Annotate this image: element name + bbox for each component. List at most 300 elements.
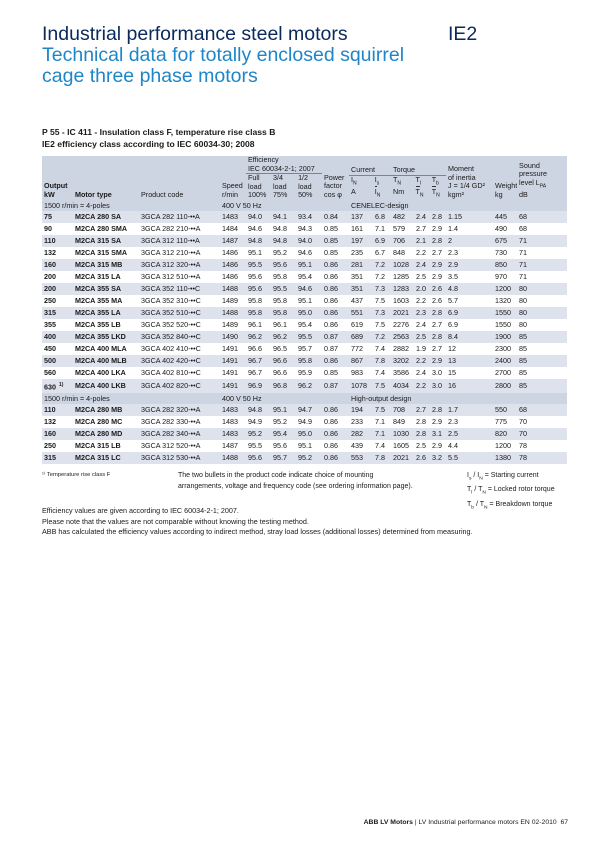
table-cell: M2CA 315 LA [75, 271, 121, 281]
table-cell: 0.86 [324, 441, 339, 451]
table-cell: 7.3 [373, 307, 391, 319]
table-cell: 1487 [222, 441, 238, 451]
section-voltage: 400 V 50 Hz [220, 200, 349, 211]
table-cell: 2400 [493, 355, 517, 367]
table-cell: 3.5 [448, 271, 459, 281]
section-voltage: 400 V 50 Hz [220, 393, 349, 404]
table-cell: 0.86 [324, 417, 339, 427]
table-cell: 96.1 [273, 319, 287, 329]
table-cell: 96.6 [271, 355, 296, 367]
table-cell: 95.8 [273, 295, 287, 305]
table-cell: 95.2 [296, 452, 322, 464]
col-weight: Weight kg [493, 156, 517, 200]
footnote-marker: 1) [59, 381, 64, 388]
table-cell: 2800 [493, 379, 517, 393]
high-output-rows [42, 404, 567, 464]
section-row-high-output [42, 393, 567, 404]
table-row [42, 379, 567, 393]
table-cell: 1.4 [448, 223, 459, 233]
table-cell: 550 [493, 404, 517, 416]
table-cell: 551 [349, 307, 373, 319]
table-cell: 2.7 [432, 247, 443, 257]
table-cell: 0.85 [324, 223, 339, 233]
table-cell: 94.6 [298, 247, 312, 257]
table-cell: 0.85 [324, 367, 339, 377]
table-cell: 0.86 [322, 428, 349, 440]
table-cell: 2.3 [448, 417, 459, 427]
col-torque-group: Torque $T_N$ Nm $T_l$ $T_N$ $T_b$ $T_N$ [391, 156, 446, 200]
table-cell: 15 [448, 367, 457, 377]
table-cell: 95.2 [246, 428, 271, 440]
table-cell: 200 [44, 271, 56, 281]
spec-line-1: P 55 - IC 411 - Insulation class F, temperature rise class B [42, 127, 276, 137]
note-line-3: ABB has calculated the efficiency values according to indirect method, stray load losses (additional losses) determined from measuring. [42, 527, 473, 536]
table-cell: 250 [44, 295, 56, 305]
note-line-2: Please note that the values are not comparable without knowing the testing method. [42, 516, 309, 526]
footnote-temp: ¹⁾ Temperature rise class F [42, 472, 111, 478]
table-cell: 2.5 [446, 428, 493, 440]
table-cell: 96.2 [246, 331, 271, 343]
table-cell: 3GCA 312 510-••A [141, 271, 201, 281]
table-cell: 6.7 [375, 247, 386, 257]
table-cell: 96.7 [248, 367, 262, 377]
table-cell: 2.3 [448, 247, 459, 257]
table-cell: 5.7 [448, 295, 459, 305]
table-cell: 437 [351, 295, 364, 305]
table-cell: 71 [517, 259, 567, 271]
table-cell: 95.5 [246, 259, 271, 271]
table-cell: 1491 [220, 379, 246, 393]
table-cell: 78 [519, 441, 528, 451]
table-header-row [42, 156, 567, 200]
table-cell: 95.4 [298, 271, 312, 281]
table-cell: 3GCA 352 510-••C [139, 307, 220, 319]
table-cell: M2CA 280 MC [75, 417, 123, 427]
table-cell: 500 [42, 355, 73, 367]
table-cell: 96.2 [271, 331, 296, 343]
table-cell: 0.86 [324, 319, 339, 329]
table-cell: 6.8 [373, 211, 391, 223]
table-cell: 94.8 [246, 404, 271, 416]
table-cell: 282 [349, 428, 373, 440]
table-cell: 3GCA 352 520-••C [141, 319, 201, 329]
table-cell: 1285 [393, 271, 410, 281]
table-cell: 315 [42, 307, 73, 319]
table-cell: 2.4 [414, 259, 430, 271]
table-cell: 2.8 [430, 331, 446, 343]
table-cell: 235 [351, 247, 364, 257]
table-cell: 95.6 [246, 452, 271, 464]
table-cell: 68 [517, 404, 567, 416]
table-cell: 96.6 [273, 367, 287, 377]
col-product-code: Product code [139, 156, 220, 200]
section-design: CENELEC-design [349, 200, 567, 211]
table-cell: 1491 [222, 367, 238, 377]
table-cell: 94.0 [246, 211, 271, 223]
table-cell: 94.8 [246, 235, 271, 247]
table-cell: 2.9 [430, 355, 446, 367]
table-cell: 95.8 [248, 295, 262, 305]
table-cell: 867 [349, 355, 373, 367]
col-motor-type: Motor type [73, 156, 139, 200]
table-cell: 85 [519, 367, 528, 377]
table-cell: 689 [349, 331, 373, 343]
table-cell: 7.2 [375, 271, 386, 281]
col-efficiency-group: Efficiency IEC 60034-2-1; 2007 Full load 100% 3/4 load 75% 1/2 load 50% [246, 156, 322, 200]
table-cell: 1489 [222, 319, 238, 329]
table-row [42, 307, 567, 319]
table-cell: 820 [493, 428, 517, 440]
table-cell: 95.6 [273, 441, 287, 451]
table-cell: 2700 [495, 367, 512, 377]
table-cell: 1490 [220, 331, 246, 343]
table-cell: 68 [519, 223, 528, 233]
table-cell: 70 [519, 417, 528, 427]
table-cell: 1488 [220, 283, 246, 295]
table-cell: 95.8 [273, 271, 287, 281]
col-current-group: Current $I_N$ A $I_s$ $I_N$ [349, 156, 391, 200]
table-cell: 0.86 [322, 283, 349, 295]
table-cell: 233 [351, 417, 364, 427]
table-cell: 0.85 [322, 235, 349, 247]
table-cell: 2.5 [416, 271, 427, 281]
table-cell: 96.6 [248, 343, 262, 353]
table-cell: M2CA 355 SA [73, 283, 139, 295]
table-cell: 3.1 [430, 428, 446, 440]
table-cell: 1486 [222, 247, 238, 257]
table-cell: 3GCA 352 840-••C [139, 331, 220, 343]
table-cell: M2CA 355 MA [75, 295, 123, 305]
table-cell: 850 [493, 259, 517, 271]
table-cell: 775 [495, 417, 508, 427]
table-row [42, 416, 567, 428]
table-cell: 400 [42, 331, 73, 343]
table-cell: 1486 [222, 271, 238, 281]
table-cell: 0.86 [322, 355, 349, 367]
table-cell: 2.9 [432, 417, 443, 427]
table-cell: 4034 [391, 379, 414, 393]
spec-line-2: IE2 efficiency class according to IEC 60034-30; 2008 [42, 139, 255, 149]
table-cell: 0.87 [322, 331, 349, 343]
table-cell: 3GCA 402 410-••C [141, 343, 201, 353]
table-cell: 80 [519, 319, 528, 329]
table-row [42, 271, 567, 283]
efficiency-class-badge: IE2 [448, 23, 478, 45]
table-cell: 2563 [391, 331, 414, 343]
table-cell: 3GCA 402 420-••C [139, 355, 220, 367]
table-cell: 2.2 [414, 355, 430, 367]
table-cell: 96.8 [271, 379, 296, 393]
table-cell: 95.2 [273, 417, 287, 427]
table-cell: 6.9 [446, 307, 493, 319]
table-cell: 110 [42, 235, 73, 247]
table-cell: 2.0 [414, 283, 430, 295]
table-cell: 5.5 [446, 452, 493, 464]
table-cell: 94.8 [271, 235, 296, 247]
table-cell: 12 [448, 343, 457, 353]
table-cell: 0.85 [324, 247, 339, 257]
section-design: High-output design [349, 393, 567, 404]
table-cell: 3GCA 352 310-••C [141, 295, 201, 305]
table-cell: 2.8 [430, 235, 446, 247]
table-cell: 94.3 [298, 223, 312, 233]
table-cell: 7.5 [375, 319, 386, 329]
table-cell: 96.5 [273, 343, 287, 353]
table-cell: 619 [351, 319, 364, 329]
table-cell: 2.9 [432, 271, 443, 281]
table-cell: 95.1 [298, 295, 312, 305]
notes-block [42, 506, 473, 538]
table-cell: 1283 [391, 283, 414, 295]
table-cell: M2CA 315 MB [73, 259, 139, 271]
table-cell: 1483 [220, 428, 246, 440]
table-cell: 553 [349, 452, 373, 464]
table-cell: 2.7 [432, 319, 443, 329]
table-cell: 3GCA 282 330-••A [141, 417, 201, 427]
table-cell: 250 [44, 441, 56, 451]
table-cell: 70 [517, 428, 567, 440]
table-cell: 85 [519, 343, 528, 353]
table-cell: 0.86 [322, 452, 349, 464]
table-cell: 2.8 [416, 417, 427, 427]
table-cell: 0.86 [322, 307, 349, 319]
table-cell: 95.4 [298, 319, 312, 329]
table-cell: 7.4 [375, 343, 386, 353]
note-line-1: Efficiency values are given according to IEC 60034-2-1; 2007. [42, 506, 239, 515]
table-cell: 2.5 [414, 331, 430, 343]
table-cell: M2CA 400 MLB [73, 355, 139, 367]
table-cell: 0.84 [322, 211, 349, 223]
table-cell: 1.7 [446, 404, 493, 416]
table-cell: 1550 [493, 307, 517, 319]
table-cell: 1483 [222, 417, 238, 427]
table-cell: 445 [493, 211, 517, 223]
table-cell: 68 [517, 211, 567, 223]
table-cell: 970 [495, 271, 508, 281]
table-cell: 1491 [222, 343, 238, 353]
table-cell: 730 [495, 247, 508, 257]
table-cell: 94.0 [296, 235, 322, 247]
table-cell: 3GCA 312 530-••A [139, 452, 220, 464]
table-cell: 7.2 [373, 331, 391, 343]
table-cell: 1491 [220, 355, 246, 367]
table-cell: 630 $^{1)}$ [42, 379, 73, 393]
table-cell: 95.1 [271, 404, 296, 416]
table-cell: 1200 [493, 283, 517, 295]
table-cell: 3.0 [430, 379, 446, 393]
table-cell: 85 [517, 331, 567, 343]
table-cell: 132 [44, 417, 56, 427]
table-cell: 1550 [495, 319, 512, 329]
table-cell: 439 [351, 441, 364, 451]
table-cell: 1486 [220, 259, 246, 271]
table-cell: 95.1 [298, 441, 312, 451]
table-cell: 95.7 [298, 343, 312, 353]
table-cell: 2021 [391, 307, 414, 319]
table-cell: 3GCA 352 110-••C [139, 283, 220, 295]
table-cell: 7.1 [375, 223, 386, 233]
table-cell: 983 [351, 367, 364, 377]
table-cell: 6.9 [448, 319, 459, 329]
table-cell: 1603 [393, 295, 410, 305]
table-row [42, 452, 567, 464]
table-cell: 6.9 [373, 235, 391, 247]
table-cell: 71 [519, 247, 528, 257]
table-cell: 200 [42, 283, 73, 295]
table-cell: 1028 [391, 259, 414, 271]
table-cell: 75 [42, 211, 73, 223]
table-cell: 579 [393, 223, 406, 233]
table-cell: M2CA 355 LB [75, 319, 121, 329]
table-cell: 7.3 [373, 283, 391, 295]
table-cell: 94.9 [298, 417, 312, 427]
table-cell: M2CA 400 LKA [75, 367, 126, 377]
table-cell: 2.7 [432, 343, 443, 353]
table-cell: 315 [42, 452, 73, 464]
table-cell: 93.4 [296, 211, 322, 223]
section-poles: 1500 r/min = 4-poles [42, 200, 220, 211]
table-cell: 2.2 [416, 247, 427, 257]
table-cell: 3GCA 282 210-••A [141, 223, 201, 233]
table-cell: M2CA 400 LKB [73, 379, 139, 393]
page-number: 67 [560, 819, 568, 826]
col-sound: Sound pressure level $L_{PA}$ dB [517, 156, 567, 200]
table-cell: 7.1 [373, 428, 391, 440]
table-cell: M2CA 315 LB [75, 441, 121, 451]
table-cell: 2276 [393, 319, 410, 329]
table-cell: 95.4 [271, 428, 296, 440]
table-cell: 2.2 [414, 379, 430, 393]
table-cell: 95.5 [296, 331, 322, 343]
table-cell: 2882 [393, 343, 410, 353]
table-cell: 848 [393, 247, 406, 257]
section-row-cenelec [42, 200, 567, 211]
table-cell: 4.4 [448, 441, 459, 451]
table-cell: 7.5 [375, 295, 386, 305]
table-cell: 3GCA 312 320-••A [139, 259, 220, 271]
table-cell: 95.2 [273, 247, 287, 257]
table-cell: 2.1 [414, 235, 430, 247]
table-row [42, 355, 567, 367]
footnote-legend: $I_s / I_N$ = Starting current $T_l / T_N$ = Locked rotor torque $T_b / T_N$ = Breakdown torque [467, 472, 555, 511]
col-output: Output kW [42, 156, 73, 200]
table-cell: 1488 [220, 452, 246, 464]
table-cell: M2CA 280 SMA [75, 223, 128, 233]
table-cell: 1488 [220, 307, 246, 319]
table-cell: 7.8 [373, 355, 391, 367]
table-row [42, 428, 567, 440]
table-cell: 2.6 [432, 295, 443, 305]
title-block [42, 24, 562, 87]
table-cell: 2.4 [416, 367, 427, 377]
table-cell: 2.4 [414, 211, 430, 223]
table-row [42, 331, 567, 343]
table-cell: 450 [44, 343, 56, 353]
table-cell: 675 [493, 235, 517, 247]
col-moment-of-inertia: Moment of inertia J = 1/4 GD² kgm² [446, 156, 493, 200]
page-title: Industrial performance steel motors [42, 23, 348, 45]
table-cell: 1605 [393, 441, 410, 451]
table-cell: 2.8 [414, 428, 430, 440]
table-cell: M2CA 400 MLA [75, 343, 127, 353]
table-cell: 16 [446, 379, 493, 393]
table-cell: M2CA 315 SA [73, 235, 139, 247]
table-cell: 95.6 [271, 259, 296, 271]
table-cell: 482 [391, 211, 414, 223]
table-cell: 85 [517, 379, 567, 393]
table-cell: 1320 [495, 295, 512, 305]
table-cell: 95.8 [296, 355, 322, 367]
table-cell: 71 [517, 235, 567, 247]
table-cell: 96.9 [246, 379, 271, 393]
table-cell: 13 [446, 355, 493, 367]
table-cell: 160 [42, 428, 73, 440]
table-cell: 95.8 [246, 307, 271, 319]
table-cell: 2.2 [416, 295, 427, 305]
table-cell: 2 [446, 235, 493, 247]
table-cell: 94.1 [271, 211, 296, 223]
table-row [42, 367, 567, 379]
table-row [42, 283, 567, 295]
table-cell: 95.6 [246, 283, 271, 295]
table-cell: 2.9 [432, 223, 443, 233]
table-row [42, 259, 567, 271]
table-cell: 1078 [349, 379, 373, 393]
footer-text: | LV Industrial performance motors EN 02-2010 [412, 819, 557, 826]
table-cell: M2CA 315 LC [73, 452, 139, 464]
col-speed: Speed r/min [220, 156, 246, 200]
table-cell: 2.8 [430, 404, 446, 416]
table-cell: 706 [391, 235, 414, 247]
table-cell: 7.1 [375, 417, 386, 427]
table-cell: 1483 [220, 211, 246, 223]
table-cell: 110 [42, 404, 73, 416]
table-cell: M2CA 315 SMA [75, 247, 128, 257]
table-cell: 2.9 [430, 259, 446, 271]
table-cell: M2CA 280 MD [73, 428, 139, 440]
table-cell: 2.9 [432, 441, 443, 451]
table-cell: 71 [519, 271, 528, 281]
table-cell: 3GCA 282 110-••A [139, 211, 220, 223]
table-cell: 95.7 [271, 452, 296, 464]
table-cell: 1483 [220, 404, 246, 416]
table-row [42, 247, 567, 259]
section-poles: 1500 r/min = 4-poles [42, 393, 220, 404]
table-cell: 0.87 [322, 379, 349, 393]
table-cell: 772 [351, 343, 364, 353]
table-cell: 4.8 [446, 283, 493, 295]
table-cell: 7.4 [375, 441, 386, 451]
table-cell: 2021 [391, 452, 414, 464]
table-cell: 2.4 [416, 319, 427, 329]
table-cell: 90 [44, 223, 52, 233]
table-cell: 3586 [393, 367, 410, 377]
table-cell: 708 [391, 404, 414, 416]
table-cell: 3GCA 282 320-••A [139, 404, 220, 416]
table-cell: 0.86 [324, 271, 339, 281]
table-cell: 1.9 [416, 343, 427, 353]
table-cell: 137 [349, 211, 373, 223]
table-cell: 96.1 [248, 319, 262, 329]
table-cell: 3GCA 402 820-••C [139, 379, 220, 393]
table-cell: M2CA 280 SA [73, 211, 139, 223]
table-cell: 80 [517, 307, 567, 319]
col-power-factor: Power factor cos φ [322, 156, 349, 200]
spec-subheading [42, 126, 275, 150]
table-cell: 2.6 [430, 283, 446, 295]
page-subtitle-line-1: Technical data for totally enclosed squirrel [42, 44, 405, 66]
table-cell: 94.6 [248, 223, 262, 233]
